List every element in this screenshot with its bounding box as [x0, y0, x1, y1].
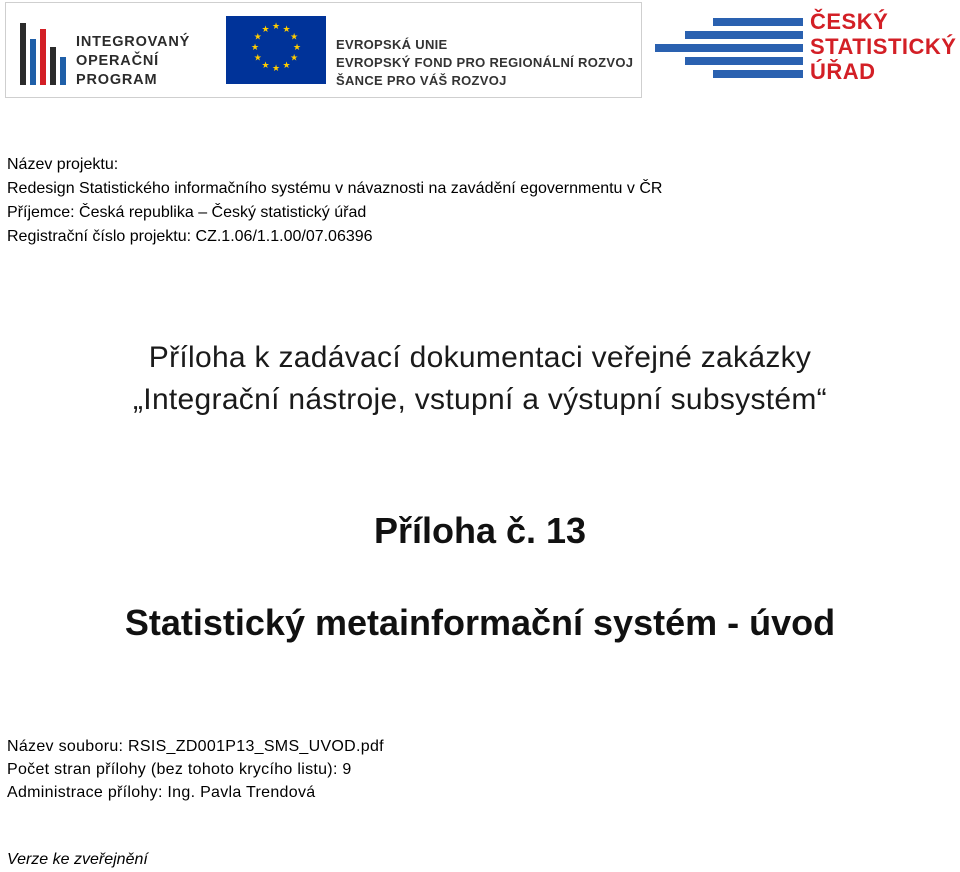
svg-text:★: ★: [253, 53, 262, 64]
csu-logo-text: [810, 9, 956, 84]
document-title-line1: Příloha k zadávací dokumentaci veřejné zakázky: [148, 341, 812, 374]
project-info: [7, 153, 662, 249]
annex-number: Příloha č. 13: [373, 510, 587, 551]
document-title-line2: „Integrační nástroje, vstupní a výstupní subsystém“: [133, 383, 827, 416]
eu-flag-icon: [226, 16, 326, 84]
eu-logo-text: [336, 36, 633, 90]
csu-logo-line: STATISTICKÝ: [810, 34, 957, 59]
project-recipient: Příjemce: Česká republika – Český statistický úřad: [7, 204, 367, 221]
csu-logo-stripes-icon: [655, 18, 803, 78]
svg-text:★: ★: [282, 24, 291, 35]
eu-logo-line: ŠANCE PRO VÁŠ ROZVOJ: [336, 73, 507, 88]
eu-logo-line: EVROPSKÝ FOND PRO REGIONÁLNÍ ROZVOJ: [336, 55, 634, 70]
csu-logo-line: ÚŘAD: [810, 59, 876, 84]
project-name-label: Název projektu:: [7, 156, 119, 173]
annex-administrator: Administrace přílohy: Ing. Pavla Trendová: [7, 784, 316, 801]
svg-text:★: ★: [292, 43, 302, 53]
svg-text:★: ★: [253, 32, 262, 43]
iop-logo-text: [76, 33, 190, 90]
project-registration: Registrační číslo projektu: CZ.1.06/1.1.00/07.06396: [7, 228, 373, 245]
page-count: Počet stran přílohy (bez tohoto krycího listu): 9: [7, 761, 352, 778]
iop-logo-line: INTEGROVANÝ: [76, 34, 191, 50]
svg-text:★: ★: [271, 64, 281, 74]
csu-logo-line: ČESKÝ: [810, 9, 889, 34]
file-info: [7, 735, 384, 804]
version-note: Verze ke zveřejnění: [7, 851, 148, 868]
file-name: Název souboru: RSIS_ZD001P13_SMS_UVOD.pdf: [7, 738, 384, 755]
iop-logo-line: OPERAČNÍ: [76, 53, 159, 69]
svg-text:★: ★: [290, 32, 299, 43]
svg-text:★: ★: [271, 22, 281, 32]
annex-subject: Statistický metainformační systém - úvod: [124, 602, 836, 643]
svg-text:★: ★: [290, 53, 299, 64]
svg-text:★: ★: [261, 24, 270, 35]
csu-logo: [655, 8, 955, 86]
project-name-value: Redesign Statistického informačního systému v návaznosti na zavádění egovernmentu v ČR: [7, 180, 663, 197]
svg-text:★: ★: [282, 61, 291, 72]
iop-logo: [18, 17, 208, 87]
eu-logo-line: EVROPSKÁ UNIE: [336, 37, 448, 52]
header-logo-strip: [5, 2, 642, 98]
iop-logo-mark-icon: [18, 17, 68, 87]
svg-text:★: ★: [250, 43, 260, 53]
iop-logo-line: PROGRAM: [76, 72, 158, 88]
svg-text:★: ★: [261, 61, 270, 72]
